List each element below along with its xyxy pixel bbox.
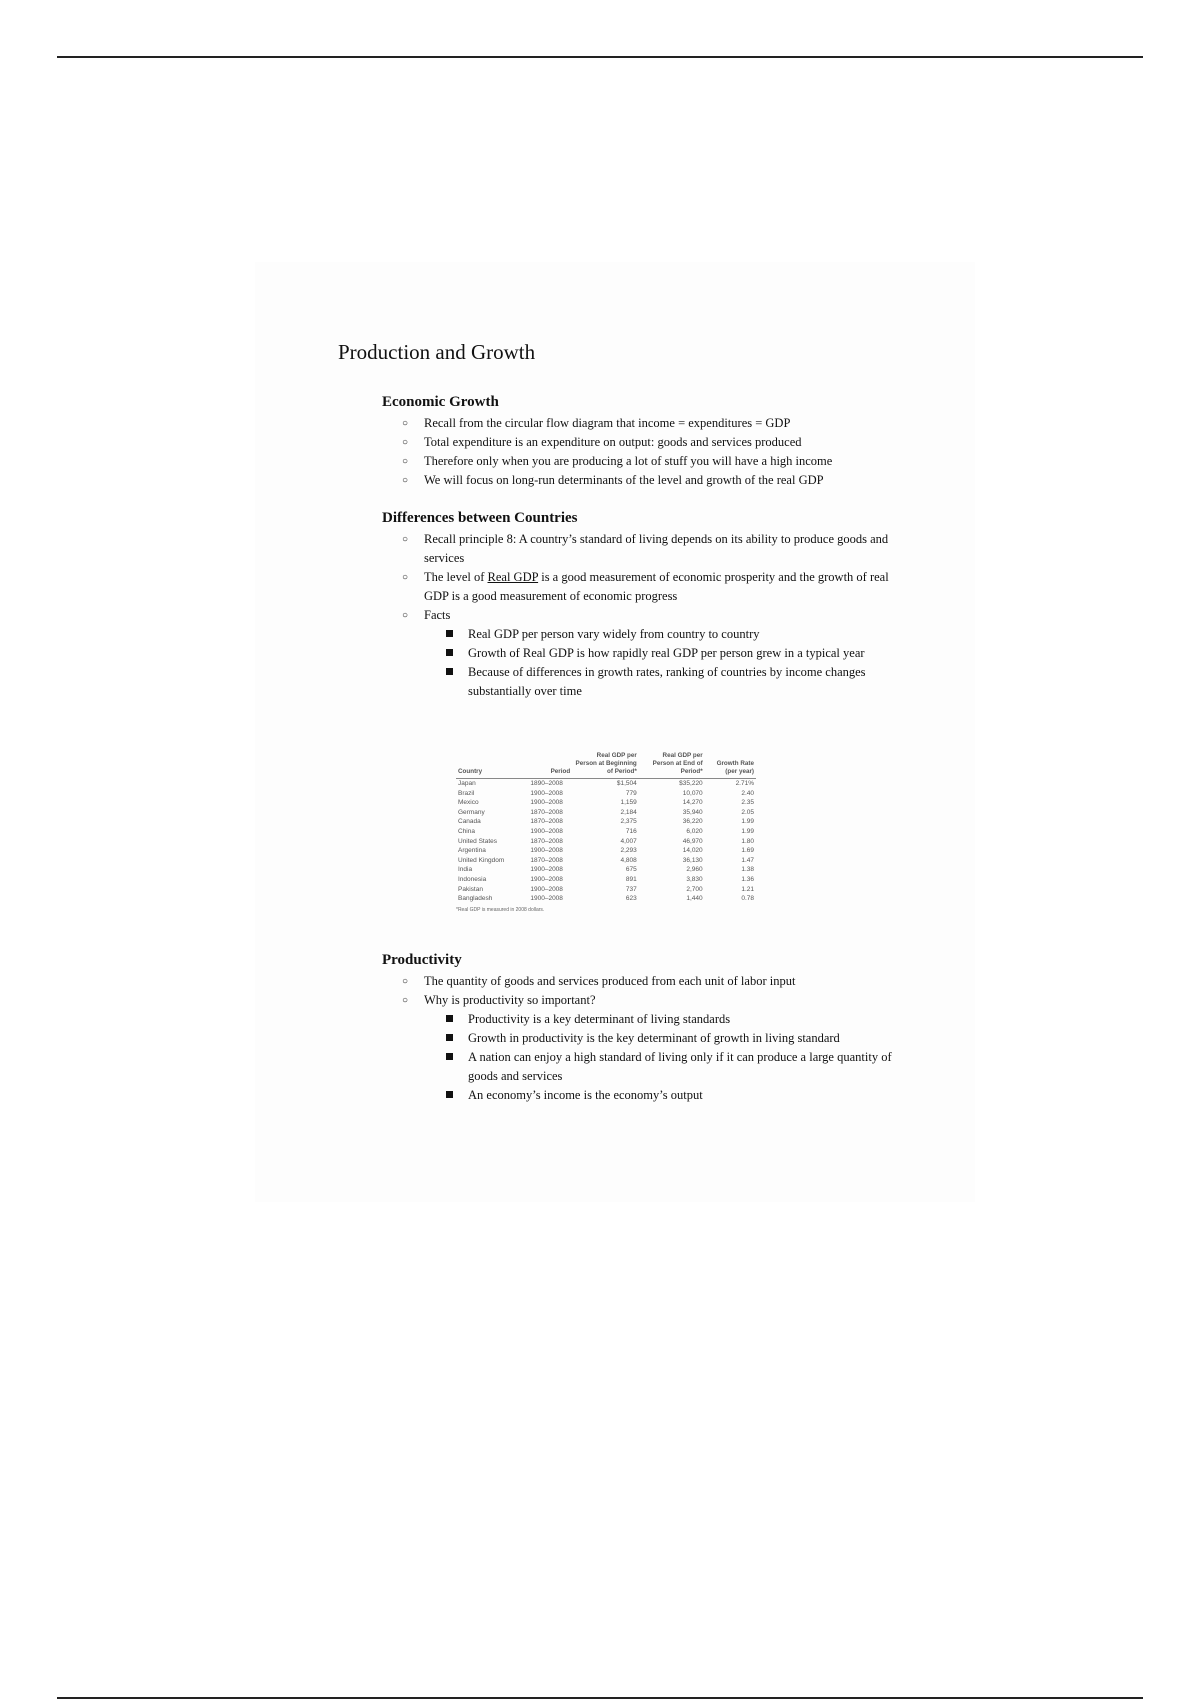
table-row: [456, 817, 756, 827]
cell-begin: 2,293: [620, 847, 637, 855]
cell-period: 1870–2008: [530, 818, 563, 826]
cell-period: 1900–2008: [530, 895, 563, 903]
cell-end: 14,270: [682, 799, 703, 807]
cell-period: 1900–2008: [530, 789, 563, 797]
column-header-rate: Growth Rate (per year): [705, 752, 756, 779]
cell-period: 1900–2008: [530, 866, 563, 874]
table-row: [456, 837, 756, 847]
list-item: ○ Recall principle 8: A country’s standard of living depends on its ability to produce goods and services: [402, 532, 889, 565]
square-bullet-icon: [446, 630, 453, 637]
list-item: ○ The quantity of goods and services produced from each unit of labor input: [382, 972, 902, 991]
square-bullet-icon: [446, 1091, 453, 1098]
cell-begin: 716: [625, 827, 637, 835]
table-row: [456, 827, 756, 837]
cell-period: 1870–2008: [530, 856, 563, 864]
cell-begin: 2,184: [620, 808, 637, 816]
section-differences: [382, 510, 902, 701]
cell-end: 36,220: [682, 818, 703, 826]
cell-period: 1900–2008: [530, 875, 563, 883]
cell-rate: 1.80: [741, 837, 754, 845]
cell-begin: 675: [625, 866, 637, 874]
cell-country: India: [458, 866, 473, 874]
section-heading: Economic Growth: [382, 394, 499, 410]
cell-end: 36,130: [682, 856, 703, 864]
bottom-rule: [57, 1697, 1143, 1699]
cell-begin: 623: [625, 895, 637, 903]
cell-period: 1890–2008: [530, 780, 563, 787]
cell-begin: 4,007: [620, 837, 637, 845]
cell-end: 46,970: [682, 837, 703, 845]
cell-rate: 1.99: [741, 818, 754, 826]
cell-country: Japan: [458, 780, 476, 787]
cell-country: United Kingdom: [458, 856, 505, 864]
table-row: [456, 865, 756, 875]
cell-begin: 1,159: [620, 799, 637, 807]
cell-rate: 1.38: [741, 866, 754, 874]
cell-begin: 891: [625, 875, 637, 883]
cell-rate: 1.36: [741, 875, 754, 883]
cell-rate: 1.47: [741, 856, 754, 864]
list-item: ○ Total expenditure is an expenditure on output: goods and services produced: [382, 433, 902, 452]
cell-country: Pakistan: [458, 885, 483, 893]
cell-country: China: [458, 827, 475, 835]
cell-rate: 0.78: [741, 895, 754, 903]
table-row: [456, 808, 756, 818]
table-row: [456, 856, 756, 866]
cell-period: 1900–2008: [530, 847, 563, 855]
table-header-row: [456, 752, 756, 779]
table-row: [456, 885, 756, 895]
cell-end: 10,070: [682, 789, 703, 797]
reasons-list: [382, 1010, 902, 1105]
list-item: A nation can enjoy a high standard of living only if it can produce a large quantity of goods and services: [382, 1048, 902, 1086]
cell-end: 14,020: [682, 847, 703, 855]
circle-bullet-icon: ○: [402, 995, 409, 1006]
page-title: Production and Growth: [338, 340, 536, 364]
cell-begin: $1,504: [616, 780, 637, 787]
circle-bullet-icon: ○: [402, 534, 409, 545]
cell-country: Canada: [458, 818, 481, 826]
list-item: An economy’s income is the economy’s output: [382, 1086, 902, 1105]
list-item: ○ Why is productivity so important?: [382, 991, 902, 1010]
table-row: [456, 798, 756, 808]
column-header-end: Real GDP per Person at End of Period*: [639, 752, 705, 779]
list-item: ○ Recall from the circular flow diagram that income = expenditures = GDP: [382, 414, 902, 433]
cell-period: 1900–2008: [530, 827, 563, 835]
square-bullet-icon: [446, 649, 453, 656]
cell-rate: 2.40: [741, 789, 754, 797]
list-item: Growth in productivity is the key determinant of growth in living standard: [382, 1029, 902, 1048]
section-economic-growth: [382, 394, 902, 490]
bullet-list: [382, 414, 902, 490]
bullet-list: [382, 972, 902, 1010]
circle-bullet-icon: ○: [402, 610, 409, 621]
cell-country: Mexico: [458, 799, 479, 807]
section-productivity: [382, 952, 902, 1105]
circle-bullet-icon: ○: [402, 418, 409, 429]
list-item: Productivity is a key determinant of living standards: [382, 1010, 902, 1029]
square-bullet-icon: [446, 668, 453, 675]
cell-end: $35,220: [679, 780, 703, 787]
table-body: [456, 779, 756, 904]
cell-period: 1900–2008: [530, 799, 563, 807]
cell-begin: 2,375: [620, 818, 637, 826]
square-bullet-icon: [446, 1015, 453, 1022]
cell-country: Argentina: [458, 847, 486, 855]
bullet-list: [382, 530, 902, 625]
cell-country: Bangladesh: [458, 895, 493, 903]
square-bullet-icon: [446, 1053, 453, 1060]
cell-country: United States: [458, 837, 498, 845]
list-item: Because of differences in growth rates, ranking of countries by income changes substantially over time: [382, 663, 902, 701]
table-row: [456, 846, 756, 856]
cell-end: 35,940: [682, 808, 703, 816]
list-item: ○ We will focus on long-run determinants of the level and growth of the real GDP: [382, 471, 902, 490]
cell-period: 1870–2008: [530, 808, 563, 816]
cell-begin: 4,808: [620, 856, 637, 864]
top-rule: [57, 56, 1143, 58]
cell-end: 3,830: [686, 875, 703, 883]
list-item: Growth of Real GDP is how rapidly real GDP per person grew in a typical year: [382, 644, 902, 663]
cell-end: 1,440: [686, 895, 703, 903]
cell-rate: 2.05: [741, 808, 754, 816]
circle-bullet-icon: ○: [402, 437, 409, 448]
list-item: Real GDP per person vary widely from country to country: [382, 625, 902, 644]
cell-end: 2,960: [686, 866, 703, 874]
cell-begin: 737: [625, 885, 637, 893]
circle-bullet-icon: ○: [402, 475, 409, 486]
real-gdp-link[interactable]: Real GDP: [487, 570, 539, 584]
cell-end: 2,700: [686, 885, 703, 893]
list-item: ○ Therefore only when you are producing a lot of stuff you will have a high income: [382, 452, 902, 471]
table-row: [456, 779, 756, 789]
square-bullet-icon: [446, 1034, 453, 1041]
cell-rate: 1.99: [741, 827, 754, 835]
column-header-period: Period: [521, 752, 572, 779]
list-item: ○ Facts: [382, 606, 902, 625]
cell-rate: 1.69: [741, 847, 754, 855]
cell-period: 1900–2008: [530, 885, 563, 893]
circle-bullet-icon: ○: [402, 976, 409, 987]
cell-end: 6,020: [686, 827, 703, 835]
table-row: [456, 875, 756, 885]
cell-begin: 779: [625, 789, 637, 797]
cell-country: Indonesia: [458, 875, 487, 883]
section-heading: Productivity: [382, 952, 462, 968]
cell-country: Brazil: [458, 789, 475, 797]
cell-rate: 2.35: [741, 799, 754, 807]
column-header-country: Country: [456, 752, 521, 779]
list-item: ○ The level of Real GDP is a good measurement of economic prosperity and the growth of real GDP is a good measurement of economic progress: [402, 570, 889, 603]
data-table: [456, 752, 756, 904]
table-row: [456, 789, 756, 799]
facts-list: [382, 625, 902, 701]
cell-country: Germany: [458, 808, 485, 816]
circle-bullet-icon: ○: [402, 572, 409, 583]
circle-bullet-icon: ○: [402, 456, 409, 467]
section-heading: Differences between Countries: [382, 510, 578, 526]
gdp-growth-table: [456, 752, 756, 913]
cell-rate: 2.71%: [735, 780, 754, 787]
column-header-begin: Real GDP per Person at Beginning of Period*: [572, 752, 639, 779]
cell-period: 1870–2008: [530, 837, 563, 845]
table-row: [456, 894, 756, 904]
cell-rate: 1.21: [741, 885, 754, 893]
table-footnote: *Real GDP is measured in 2008 dollars.: [456, 906, 545, 913]
